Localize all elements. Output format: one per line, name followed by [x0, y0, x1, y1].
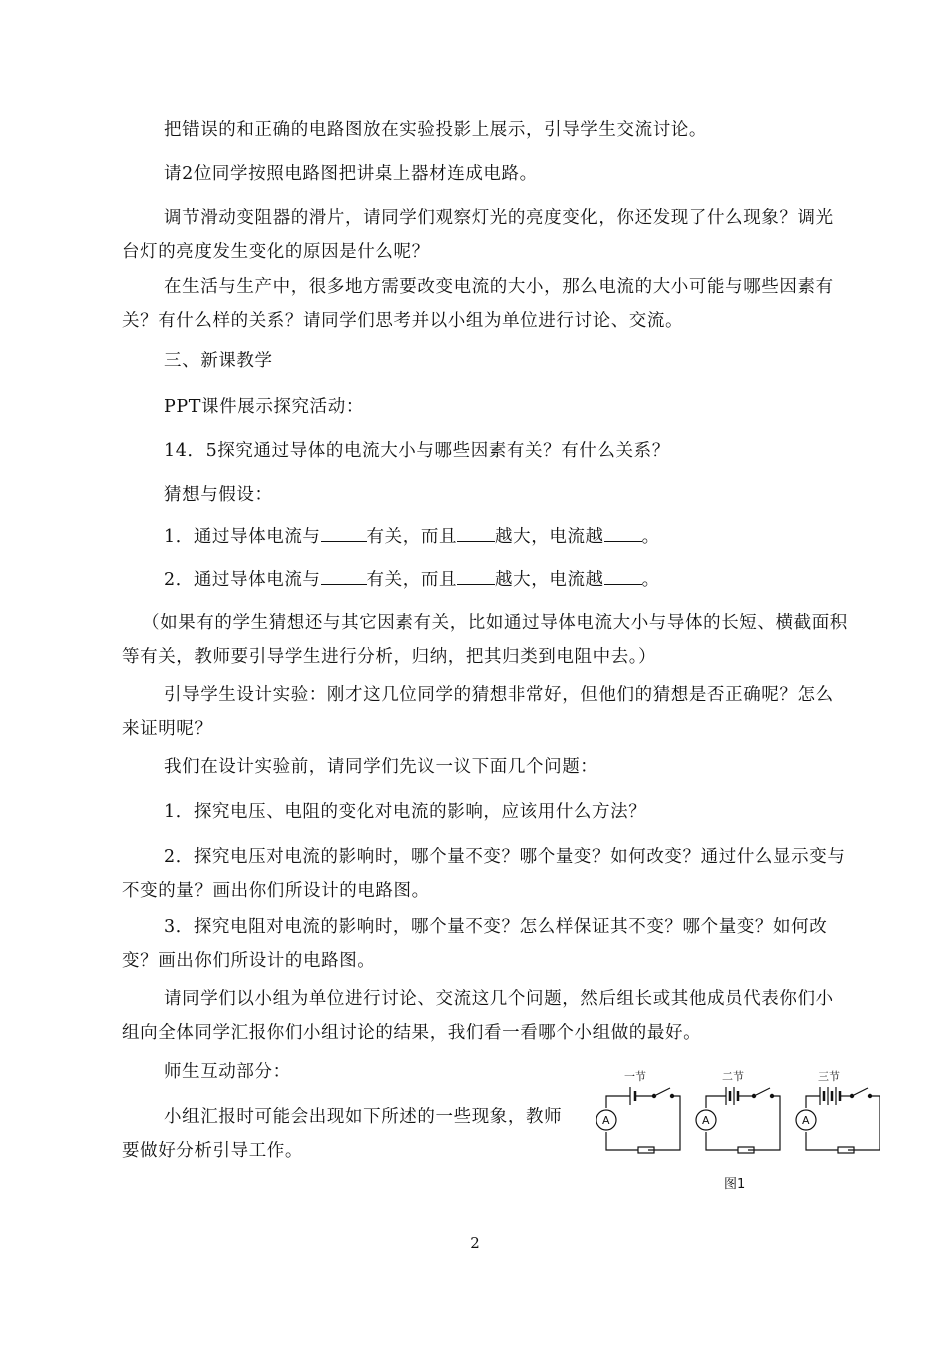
question-3: 3．探究电阻对电流的影响时，哪个量不变？怎么样保证其不变？哪个量变？如何改变？画出你们所设计的电路图。 [122, 917, 828, 971]
paragraph: 师生互动部分： [164, 1062, 291, 1082]
fill-blank [457, 523, 495, 542]
ammeter-symbol: A [802, 1114, 810, 1127]
ammeter-symbol: A [702, 1114, 710, 1127]
paragraph: 调节滑动变阻器的滑片，请同学们观察灯光的亮度变化，你还发现了什么现象？调光台灯的亮度发生变化的原因是什么呢？ [122, 208, 834, 262]
paragraph: 请2位同学按照电路图把讲桌上器材连成电路。 [164, 164, 538, 184]
paragraph: 猜想与假设： [164, 485, 273, 505]
activity-title: 14．5探究通过导体的电流大小与哪些因素有关？有什么关系？ [164, 441, 670, 461]
paragraph: 请同学们以小组为单位进行讨论、交流这几个问题，然后组长或其他成员代表你们小组向全体同学汇报你们小组讨论的结果，我们看一看哪个小组做的最好。 [122, 989, 834, 1043]
paragraph: （如果有的学生猜想还与其它因素有关，比如通过导体电流大小与导体的长短、横截面积等有关，教师要引导学生进行分析，归纳，把其归类到电阻中去。） [122, 613, 848, 667]
fill-blank [604, 566, 642, 585]
section-heading: 三、新课教学 [164, 351, 273, 371]
fill-blank [604, 523, 642, 542]
paragraph: 在生活与生产中，很多地方需要改变电流的大小，那么电流的大小可能与哪些因素有关？有什么样的关系？请同学们思考并以小组为单位进行讨论、交流。 [122, 277, 834, 331]
label-three-cells: 三节 [818, 1070, 840, 1083]
paragraph: 引导学生设计实验：刚才这几位同学的猜想非常好，但他们的猜想是否正确呢？怎么来证明呢？ [122, 685, 834, 739]
fill-blank [321, 566, 367, 585]
ammeter-symbol: A [602, 1114, 610, 1127]
paragraph: 把错误的和正确的电路图放在实验投影上展示，引导学生交流讨论。 [164, 120, 707, 140]
hypothesis-1: 1．通过导体电流与 有关，而且 越大，电流越 。 [122, 520, 850, 554]
figure-caption: 图1 [724, 1177, 746, 1192]
paragraph: 我们在设计实验前，请同学们先议一议下面几个问题： [164, 757, 599, 777]
label-two-cells: 二节 [722, 1070, 744, 1083]
label-one-cell: 一节 [624, 1070, 646, 1083]
circuit-figure [596, 1060, 880, 1200]
question-1: 1．探究电压、电阻的变化对电流的影响，应该用什么方法？ [164, 802, 647, 822]
fill-blank [321, 523, 367, 542]
hypothesis-2: 2．通过导体电流与 有关，而且 越大，电流越 。 [122, 563, 850, 597]
question-2: 2．探究电压对电流的影响时，哪个量不变？哪个量变？如何改变？通过什么显示变与不变的量？画出你们所设计的电路图。 [122, 847, 846, 901]
paragraph: 小组汇报时可能会出现如下所述的一些现象，教师要做好分析引导工作。 [122, 1107, 563, 1161]
fill-blank [457, 566, 495, 585]
page-number: 2 [470, 1234, 480, 1252]
paragraph: PPT课件展示探究活动： [164, 397, 364, 417]
